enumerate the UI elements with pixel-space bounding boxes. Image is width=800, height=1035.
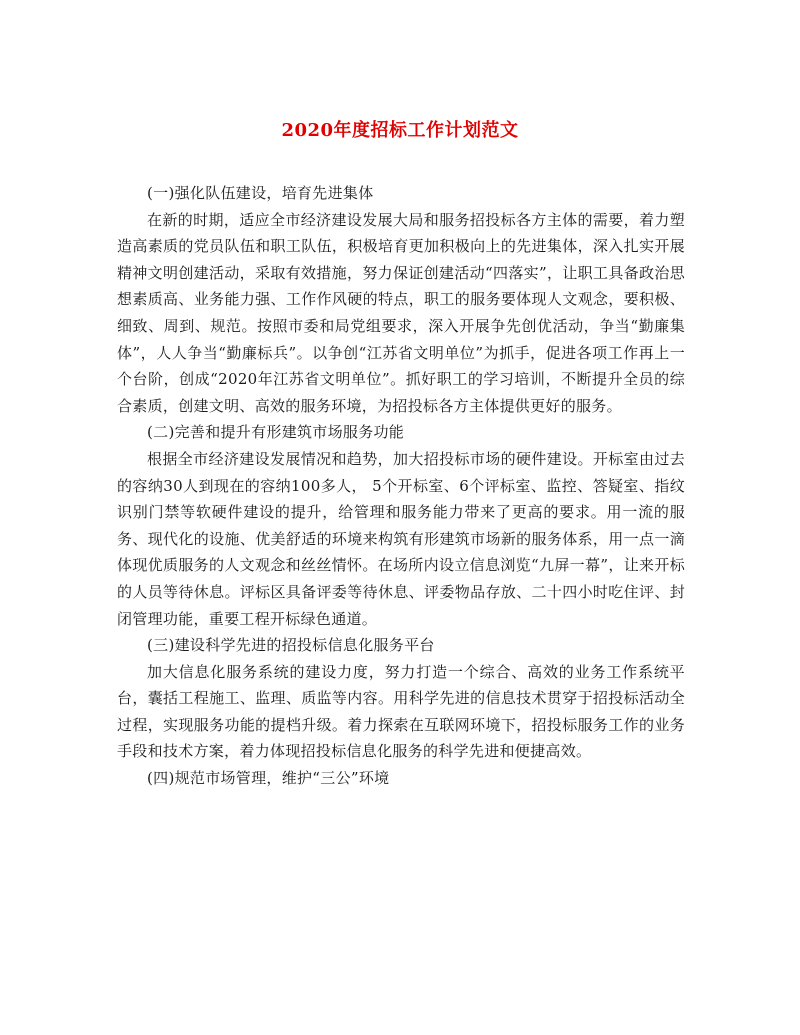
section-heading-2: (二)完善和提升有形建筑市场服务功能: [147, 423, 405, 442]
section-heading-4: (四)规范市场管理，维护“三公”环境: [147, 769, 390, 788]
section-paragraph-3: 加大信息化服务系统的建设力度，努力打造一个综合、高效的业务工作系统平台，囊括工程施工、监理、质监等内容。用科学先进的信息技术贯穿于招投标活动全过程，实现服务功能的提档升级。着力探索在互联网环境下，招投标服务工作的业务手段和技术方案，着力体现招投标信息化服务的科学先进和便捷高效。: [117, 662, 685, 761]
section-paragraph-1: 在新的时期，适应全市经济建设发展大局和服务招投标各方主体的需要，着力塑造高素质的党员队伍和职工队伍，积极培育更加积极向上的先进集体，深入扎实开展精神文明创建活动，采取有效措施，努力保证创建活动“四落实”，让职工具备政治思想素质高、业务能力强、工作作风硬的特点，职工的服务要体现人文观念，要积极、细致、周到、规范。按照市委和局党组要求，深入开展争先创优活动，争当“勤廉集体”，人人争当“勤廉标兵”。以争创“江苏省文明单位”为抓手，促进各项工作再上一个台阶，创成“2020年江苏省文明单位”。抓好职工的学习培训，不断提升全员的综合素质，创建文明、高效的服务环境，为招投标各方主体提供更好的服务。: [117, 210, 685, 415]
section-heading-1: (一)强化队伍建设，培育先进集体: [147, 184, 374, 202]
section-paragraph-2: 根据全市经济建设发展情况和趋势，加大招投标市场的硬件建设。开标室由过去的容纳30人到现在的容纳100多人， 5个开标室、6个评标室、监控、答疑室、指纹识别门禁等软硬件建设的提升，给管理和服务能力带来了更高的要求。用一流的服务、现代化的设施、优美舒适的环境来构筑有形建筑市场新的服务体系，用一点一滴体现优质服务的人文观念和丝丝情怀。在场所内设立信息浏览“九屏一幕”，让来开标的人员等待休息。评标区具备评委等待休息、评委物品存放、二十四小时吃住评、封闭管理功能，重要工程开标绿色通道。: [117, 449, 685, 628]
document-body: [117, 180, 685, 792]
document-title: 2020年度招标工作计划范文: [281, 120, 519, 141]
section-heading-3: (三)建设科学先进的招投标信息化服务平台: [147, 636, 435, 655]
